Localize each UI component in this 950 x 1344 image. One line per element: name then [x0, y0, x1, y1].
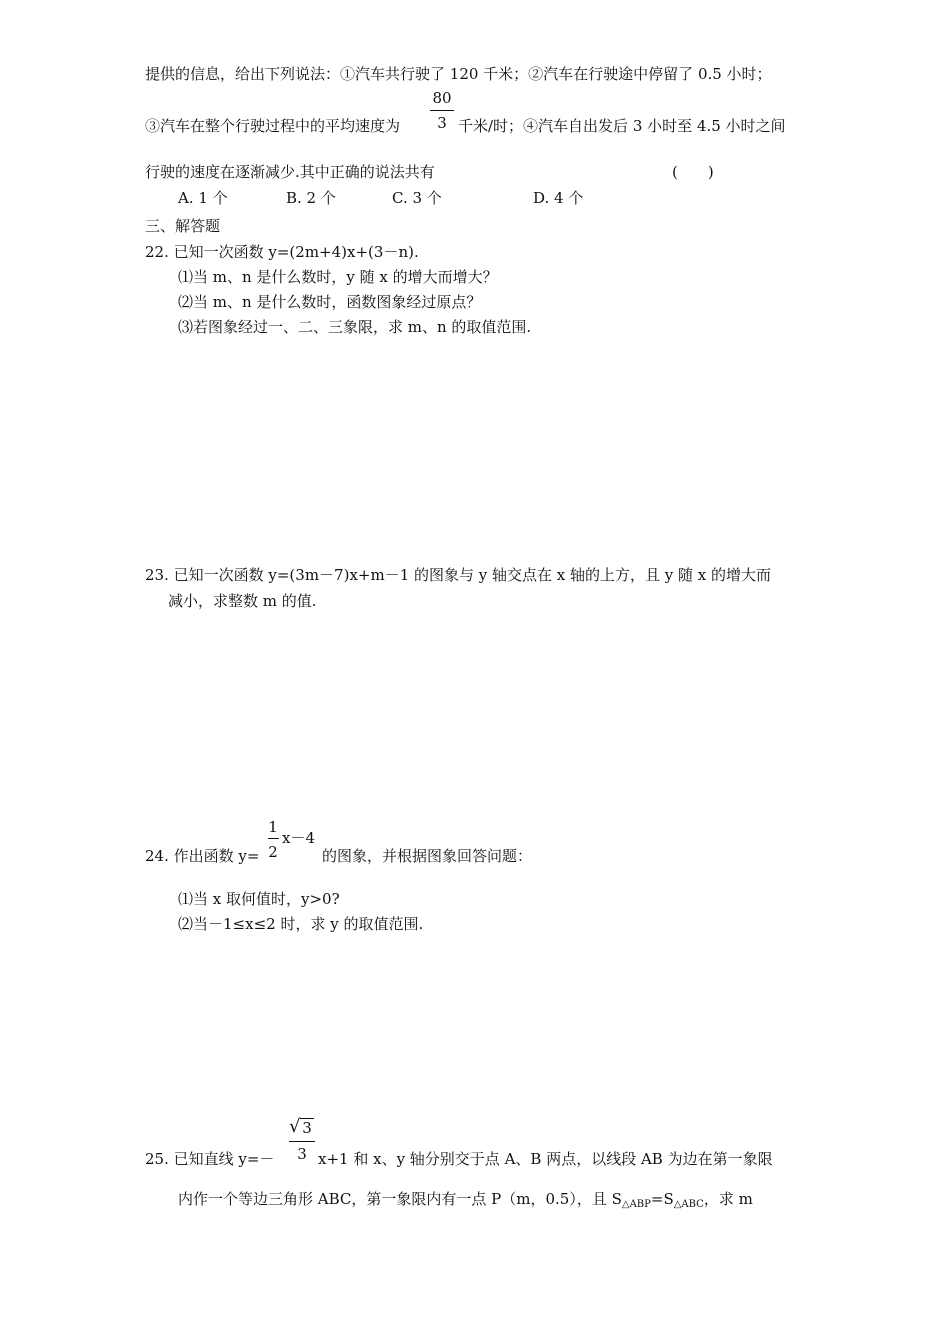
q23-line-2: 减小，求整数 m 的值.	[168, 592, 317, 610]
q25-subscript-abc: △ABC	[673, 1199, 704, 1210]
q22-part-2: ⑵当 m、n 是什么数时，函数图象经过原点？	[178, 293, 482, 311]
q22-stem: 22. 已知一次函数 y=(2m+4)x+(3－n).	[145, 243, 419, 261]
q25-line-2-pre: 内作一个等边三角形 ABC，第一象限内有一点 P（m，0.5），且 S	[178, 1190, 622, 1208]
q25-subscript-abp: △ABP	[621, 1199, 651, 1210]
q21-option-c: C. 3 个	[392, 189, 442, 207]
q21-line-1: 提供的信息，给出下列说法：①汽车共行驶了 120 千米；②汽车在行驶途中停留了 0.5 小时；	[145, 65, 772, 83]
q24-fraction-numerator: 1	[268, 818, 278, 836]
q21-option-a: A. 1 个	[178, 189, 228, 207]
q22-part-3: ⑶若图象经过一、二、三象限，求 m、n 的取值范围.	[178, 318, 532, 336]
q25-stem-post: x+1 和 x、y 轴分别交于点 A、B 两点，以线段 AB 为边在第一象限	[318, 1150, 773, 1168]
q21-line-2-post: 千米/时；④汽车自出发后 3 小时至 4.5 小时之间	[458, 117, 786, 135]
q21-fraction-bar	[430, 110, 454, 111]
q25-line-2	[178, 1189, 753, 1215]
q21-line-3: 行驶的速度在逐渐减少.其中正确的说法共有	[145, 163, 435, 181]
q24-part-2: ⑵当－1≤x≤2 时，求 y 的取值范围.	[178, 915, 424, 933]
q25-line-2-post: ，求 m	[703, 1190, 753, 1208]
q24-fraction-denominator: 2	[268, 843, 278, 861]
q25-equals: =S	[650, 1190, 674, 1208]
q23-line-1: 23. 已知一次函数 y=(3m－7)x+m－1 的图象与 y 轴交点在 x 轴的上方，且 y 随 x 的增大而	[145, 566, 772, 584]
section-title: 三、解答题	[145, 217, 221, 235]
q24-stem-post: 的图象，并根据图象回答问题：	[322, 847, 533, 865]
q24-part-1: ⑴当 x 取何值时，y>0?	[178, 890, 340, 908]
q24-stem-pre: 24. 作出函数 y=	[145, 847, 260, 865]
q24-fraction-bar	[268, 838, 279, 839]
q25-sqrt-radicand: 3	[302, 1119, 312, 1137]
q21-answer-paren: ( )	[672, 163, 714, 181]
q25-stem-pre: 25. 已知直线 y=－	[145, 1150, 275, 1168]
q21-fraction-numerator: 80	[432, 89, 452, 107]
q24-fraction-tail: x－4	[282, 829, 316, 847]
q21-fraction-denominator: 3	[437, 114, 447, 132]
q21-option-d: D. 4 个	[533, 189, 584, 207]
q25-sqrt-icon: √	[289, 1116, 301, 1137]
q25-fraction-bar	[289, 1141, 315, 1142]
q22-part-1: ⑴当 m、n 是什么数时，y 随 x 的增大而增大？	[178, 268, 498, 286]
q25-fraction-denominator: 3	[297, 1145, 307, 1163]
q21-option-b: B. 2 个	[286, 189, 336, 207]
q21-line-2-pre: ③汽车在整个行驶过程中的平均速度为	[145, 117, 401, 135]
